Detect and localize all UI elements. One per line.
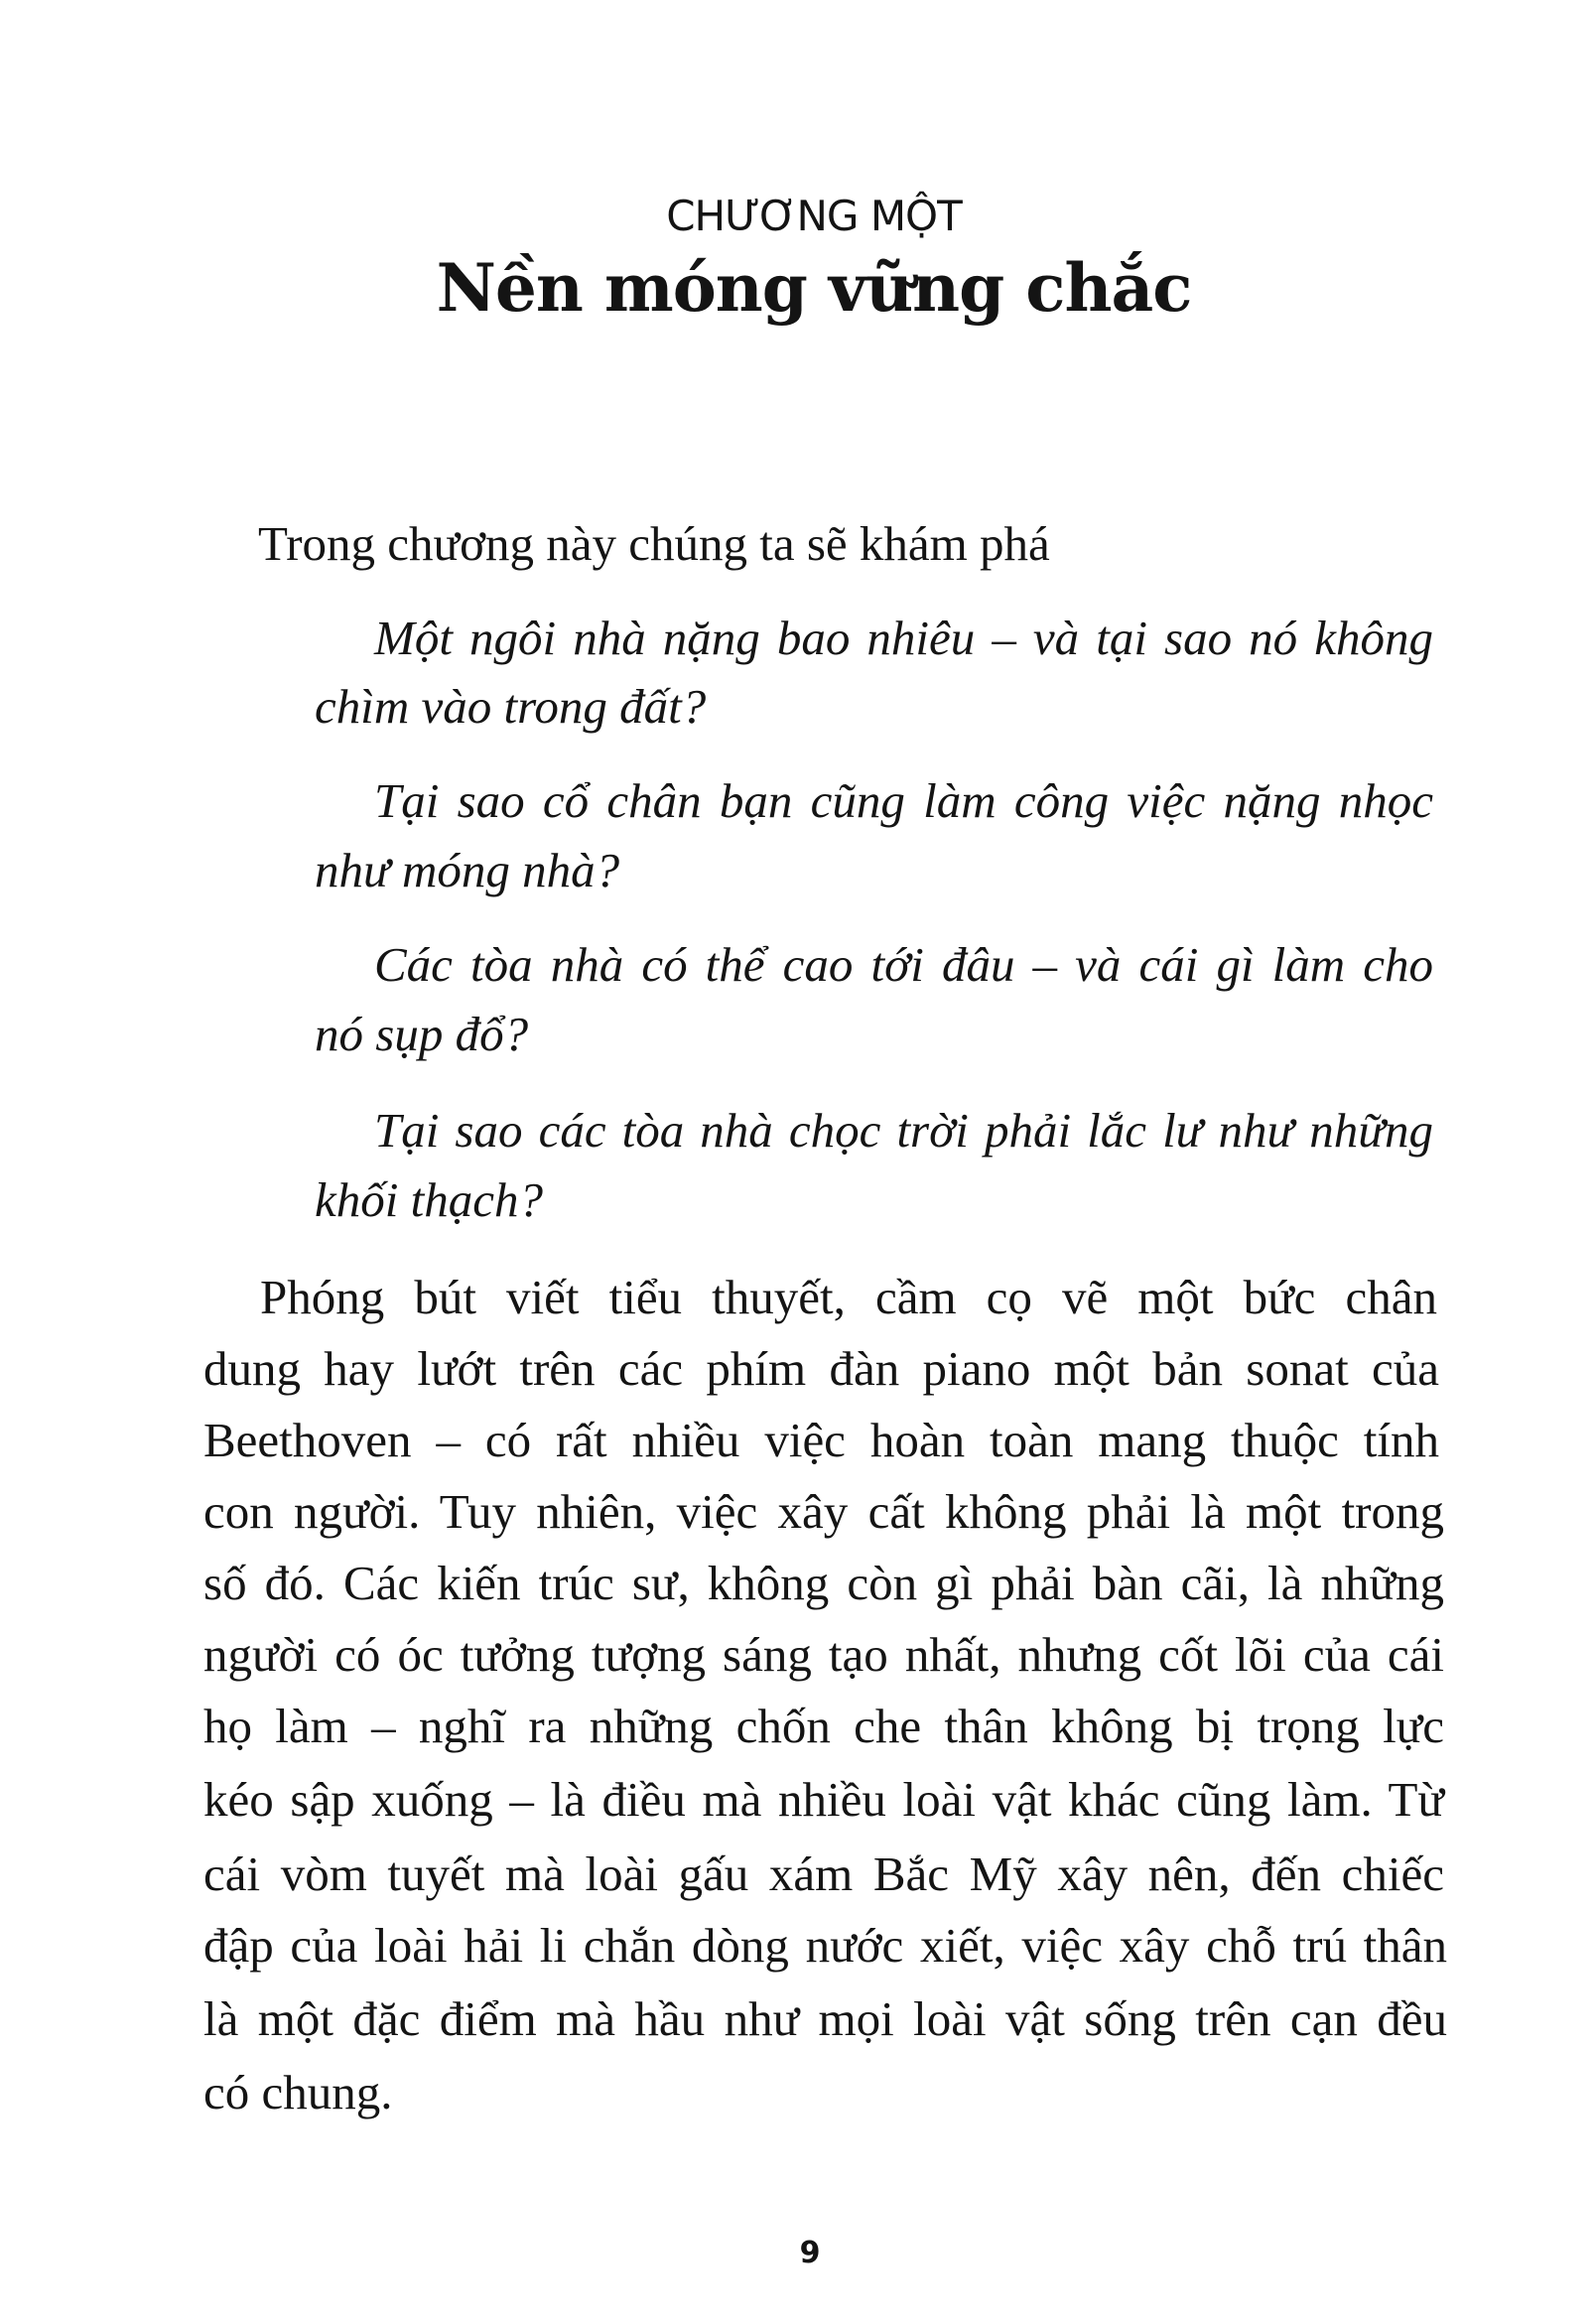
body-line: cái vòm tuyết mà loài gấu xám Bắc Mỹ xây nên, đến chiếc	[203, 1846, 1444, 1901]
body-line: người có óc tưởng tượng sáng tạo nhất, nhưng cốt lõi của cái	[203, 1627, 1444, 1682]
question-4-line-1: Tại sao các tòa nhà chọc trời phải lắc lư như những	[374, 1103, 1433, 1158]
chapter-label: CHƯƠNG MỘT	[666, 192, 962, 240]
question-1-line-1: Một ngôi nhà nặng bao nhiêu – và tại sao nó không	[374, 611, 1433, 665]
question-4-line-2: khối thạch?	[315, 1172, 543, 1227]
body-line: đập của loài hải li chắn dòng nước xiết, việc xây chỗ trú thân	[203, 1918, 1447, 1973]
body-line: số đó. Các kiến trúc sư, không còn gì phải bàn cãi, là những	[203, 1556, 1444, 1610]
body-line: kéo sập xuống – là điều mà nhiều loài vật khác cũng làm. Từ	[203, 1772, 1444, 1827]
question-2-line-2: như móng nhà?	[315, 843, 620, 897]
body-line: con người. Tuy nhiên, việc xây cất không phải là một trong	[203, 1484, 1444, 1539]
question-3-line-1: Các tòa nhà có thể cao tới đâu – và cái gì làm cho	[374, 937, 1433, 992]
body-line: dung hay lướt trên các phím đàn piano một bản sonat của	[203, 1341, 1439, 1396]
body-line: Phóng bút viết tiểu thuyết, cầm cọ vẽ một bức chân	[260, 1270, 1437, 1324]
chapter-title: Nền móng vững chắc	[436, 249, 1192, 327]
page-number: 9	[799, 2236, 821, 2270]
body-line: Beethoven – có rất nhiều việc hoàn toàn mang thuộc tính	[203, 1413, 1439, 1467]
intro-text: Trong chương này chúng ta sẽ khám phá	[258, 516, 1050, 571]
question-2-line-1: Tại sao cổ chân bạn cũng làm công việc nặng nhọc	[374, 773, 1433, 828]
body-line: họ làm – nghĩ ra những chốn che thân không bị trọng lực	[203, 1699, 1444, 1753]
question-3-line-2: nó sụp đổ?	[315, 1007, 529, 1061]
body-line: là một đặc điểm mà hầu như mọi loài vật sống trên cạn đều	[203, 1991, 1447, 2046]
body-line: có chung.	[203, 2065, 393, 2119]
question-1-line-2: chìm vào trong đất?	[315, 679, 707, 734]
